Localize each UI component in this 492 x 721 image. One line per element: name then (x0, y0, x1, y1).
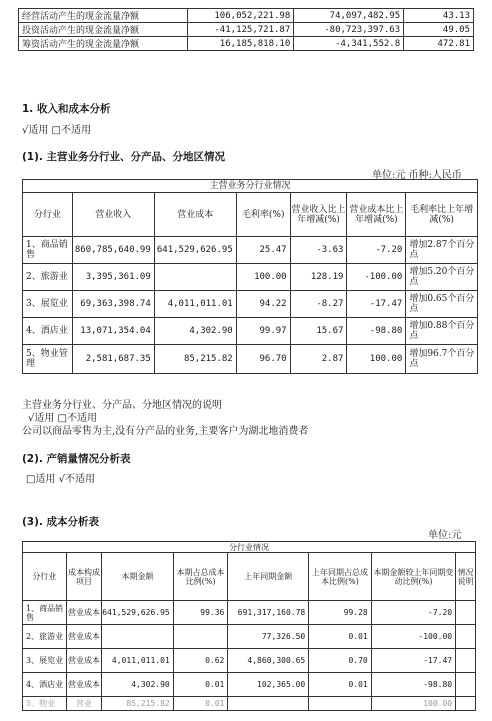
table-row (19, 23, 474, 37)
cashflow-ratio: 49.05 (404, 23, 474, 37)
revenue-table (22, 179, 478, 374)
table-row (23, 318, 478, 345)
margin-cell: 100.00 (236, 264, 290, 291)
subsection-title: (3). 成本分析表 (22, 516, 100, 528)
revenue-change-cell: -8.27 (290, 291, 347, 318)
unit-label: 单位:元 币种:人民币 (372, 170, 462, 181)
cost-cell (154, 264, 236, 291)
amount-cell: 4,302.90 (102, 673, 173, 697)
cost-item-cell: 营业成本 (66, 601, 102, 625)
column-header: 毛利率比上年增减(%) (406, 193, 478, 237)
change-cell: -17.47 (371, 649, 455, 673)
revenue-change-cell: 128.19 (290, 264, 347, 291)
table-caption: 主营业务分行业情况 (23, 180, 478, 193)
column-header: 上年同期占总成本比例(%) (309, 553, 372, 601)
cashflow-previous: -4,341,552.8 (294, 37, 404, 51)
prev-amount-cell (228, 697, 309, 711)
industry-cell: 1、商品销售 (23, 237, 73, 264)
cost-cell: 641,529,626.95 (154, 237, 236, 264)
subsection-title: (2). 产销量情况分析表 (22, 453, 131, 465)
revenue-change-cell: 15.67 (290, 318, 347, 345)
industry-cell: 5、物业 (23, 697, 67, 711)
table-caption-row (23, 180, 478, 193)
table-row (19, 37, 474, 51)
revenue-cell: 3,395,361.09 (72, 264, 154, 291)
cashflow-previous: -80,723,397.63 (294, 23, 404, 37)
cost-item-cell: 营业成本 (66, 673, 102, 697)
cashflow-current: 16,185,818.10 (188, 37, 294, 51)
cashflow-label: 投资活动产生的现金流量净额 (19, 23, 188, 37)
prev-amount-cell: 691,317,160.78 (228, 601, 309, 625)
cost-analysis-table (22, 541, 476, 711)
column-header: 分行业 (23, 193, 73, 237)
cashflow-ratio: 472.81 (404, 37, 474, 51)
margin-change-cell: 增加2.87个百分点 (406, 237, 478, 264)
applicable-status: □适用 √不适用 (26, 474, 95, 485)
section-title: 1. 收入和成本分析 (22, 103, 111, 115)
margin-cell: 25.47 (236, 237, 290, 264)
industry-cell: 4、酒店业 (23, 318, 73, 345)
margin-cell: 96.70 (236, 345, 290, 374)
margin-change-cell: 增加5.20个百分点 (406, 264, 478, 291)
revenue-cell: 69,363,398.74 (72, 291, 154, 318)
industry-cell: 2、旅游业 (23, 264, 73, 291)
column-header: 本期金额 (102, 553, 173, 601)
column-header: 分行业 (23, 553, 67, 601)
prev-share-cell (309, 697, 372, 711)
column-header: 毛利率(%) (236, 193, 290, 237)
table-row (23, 237, 478, 264)
note-cell (456, 649, 476, 673)
amount-cell: 641,529,626.95 (102, 601, 173, 625)
table-row (23, 291, 478, 318)
note-cell (456, 625, 476, 649)
table-row (23, 264, 478, 291)
table-row (23, 345, 478, 374)
cashflow-current: -41,125,721.87 (188, 23, 294, 37)
industry-cell: 4、酒店业 (23, 673, 67, 697)
industry-cell: 3、展览业 (23, 291, 73, 318)
cost-change-cell: 100.00 (347, 345, 406, 374)
unit-label: 单位:元 (428, 530, 462, 541)
table-row (19, 9, 474, 23)
amount-cell (102, 625, 173, 649)
column-header: 营业成本比上年增减(%) (347, 193, 406, 237)
industry-cell: 5、物业管理 (23, 345, 73, 374)
explain-title: 主营业务分行业、分产品、分地区情况的说明 (22, 400, 222, 411)
cashflow-table (18, 8, 474, 51)
margin-change-cell: 增加0.88个百分点 (406, 318, 478, 345)
change-cell: -7.20 (371, 601, 455, 625)
column-header: 本期占总成本比例(%) (173, 553, 228, 601)
note-cell (456, 673, 476, 697)
prev-amount-cell: 102,365.00 (228, 673, 309, 697)
margin-change-cell: 增加96.7个百分点 (406, 345, 478, 374)
table-header-row (23, 193, 478, 237)
cost-item-cell: 营业成本 (66, 625, 102, 649)
margin-cell: 94.22 (236, 291, 290, 318)
cost-item-cell: 营业 (66, 697, 102, 711)
industry-cell: 1、商品销售 (23, 601, 67, 625)
revenue-cell: 13,071,354.04 (72, 318, 154, 345)
revenue-change-cell: -3.63 (290, 237, 347, 264)
column-header: 上年同期金额 (228, 553, 309, 601)
change-cell: 100.00 (371, 697, 455, 711)
cashflow-ratio: 43.13 (404, 9, 474, 23)
share-cell: 99.36 (173, 601, 228, 625)
table-caption-row (23, 542, 476, 553)
cost-change-cell: -7.20 (347, 237, 406, 264)
margin-change-cell: 增加0.65个百分点 (406, 291, 478, 318)
change-cell: -100.00 (371, 625, 455, 649)
table-caption: 分行业情况 (23, 542, 476, 553)
amount-cell: 85,215.82 (102, 697, 173, 711)
cost-cell: 85,215.82 (154, 345, 236, 374)
cashflow-label: 筹资活动产生的现金流量净额 (19, 37, 188, 51)
prev-share-cell: 0.70 (309, 649, 372, 673)
cashflow-label: 经营活动产生的现金流量净额 (19, 9, 188, 23)
change-cell: -98.80 (371, 673, 455, 697)
prev-amount-cell: 77,326.50 (228, 625, 309, 649)
explain-applicable: √适用 □不适用 (28, 413, 97, 424)
prev-share-cell: 0.01 (309, 673, 372, 697)
prev-share-cell: 0.01 (309, 625, 372, 649)
note-cell (456, 697, 476, 711)
column-header: 成本构成项目 (66, 553, 102, 601)
share-cell: 0.62 (173, 649, 228, 673)
table-row (23, 625, 476, 649)
column-header: 营业收入 (72, 193, 154, 237)
cost-change-cell: -98.80 (347, 318, 406, 345)
table-row (23, 601, 476, 625)
prev-share-cell: 99.28 (309, 601, 372, 625)
industry-cell: 3、展览业 (23, 649, 67, 673)
note-cell (456, 601, 476, 625)
column-header: 营业收入比上年增减(%) (290, 193, 347, 237)
share-cell: 0.01 (173, 673, 228, 697)
subsection-title: (1). 主营业务分行业、分产品、分地区情况 (22, 151, 226, 163)
cost-cell: 4,302.90 (154, 318, 236, 345)
prev-amount-cell: 4,860,300.65 (228, 649, 309, 673)
table-row (23, 649, 476, 673)
column-header: 营业成本 (154, 193, 236, 237)
revenue-change-cell: 2.87 (290, 345, 347, 374)
share-cell: 0.01 (173, 697, 228, 711)
cost-cell: 4,011,011.01 (154, 291, 236, 318)
applicable-status: √适用 □不适用 (22, 125, 91, 136)
cost-item-cell: 营业成本 (66, 649, 102, 673)
column-header: 本期金额较上年同期变动比例(%) (371, 553, 455, 601)
cashflow-previous: 74,097,482.95 (294, 9, 404, 23)
cost-change-cell: -17.47 (347, 291, 406, 318)
industry-cell: 2、旅游业 (23, 625, 67, 649)
table-header-row (23, 553, 476, 601)
cashflow-current: 106,052,221.98 (188, 9, 294, 23)
amount-cell: 4,011,011.01 (102, 649, 173, 673)
revenue-cell: 2,581,687.35 (72, 345, 154, 374)
table-row (23, 697, 476, 711)
revenue-cell: 860,785,640.99 (72, 237, 154, 264)
explain-text: 公司以商品零售为主,没有分产品的业务,主要客户为湖北地消费者 (22, 426, 309, 437)
margin-cell: 99.97 (236, 318, 290, 345)
table-row (23, 673, 476, 697)
column-header: 情况说明 (456, 553, 476, 601)
share-cell (173, 625, 228, 649)
cost-change-cell: -100.00 (347, 264, 406, 291)
